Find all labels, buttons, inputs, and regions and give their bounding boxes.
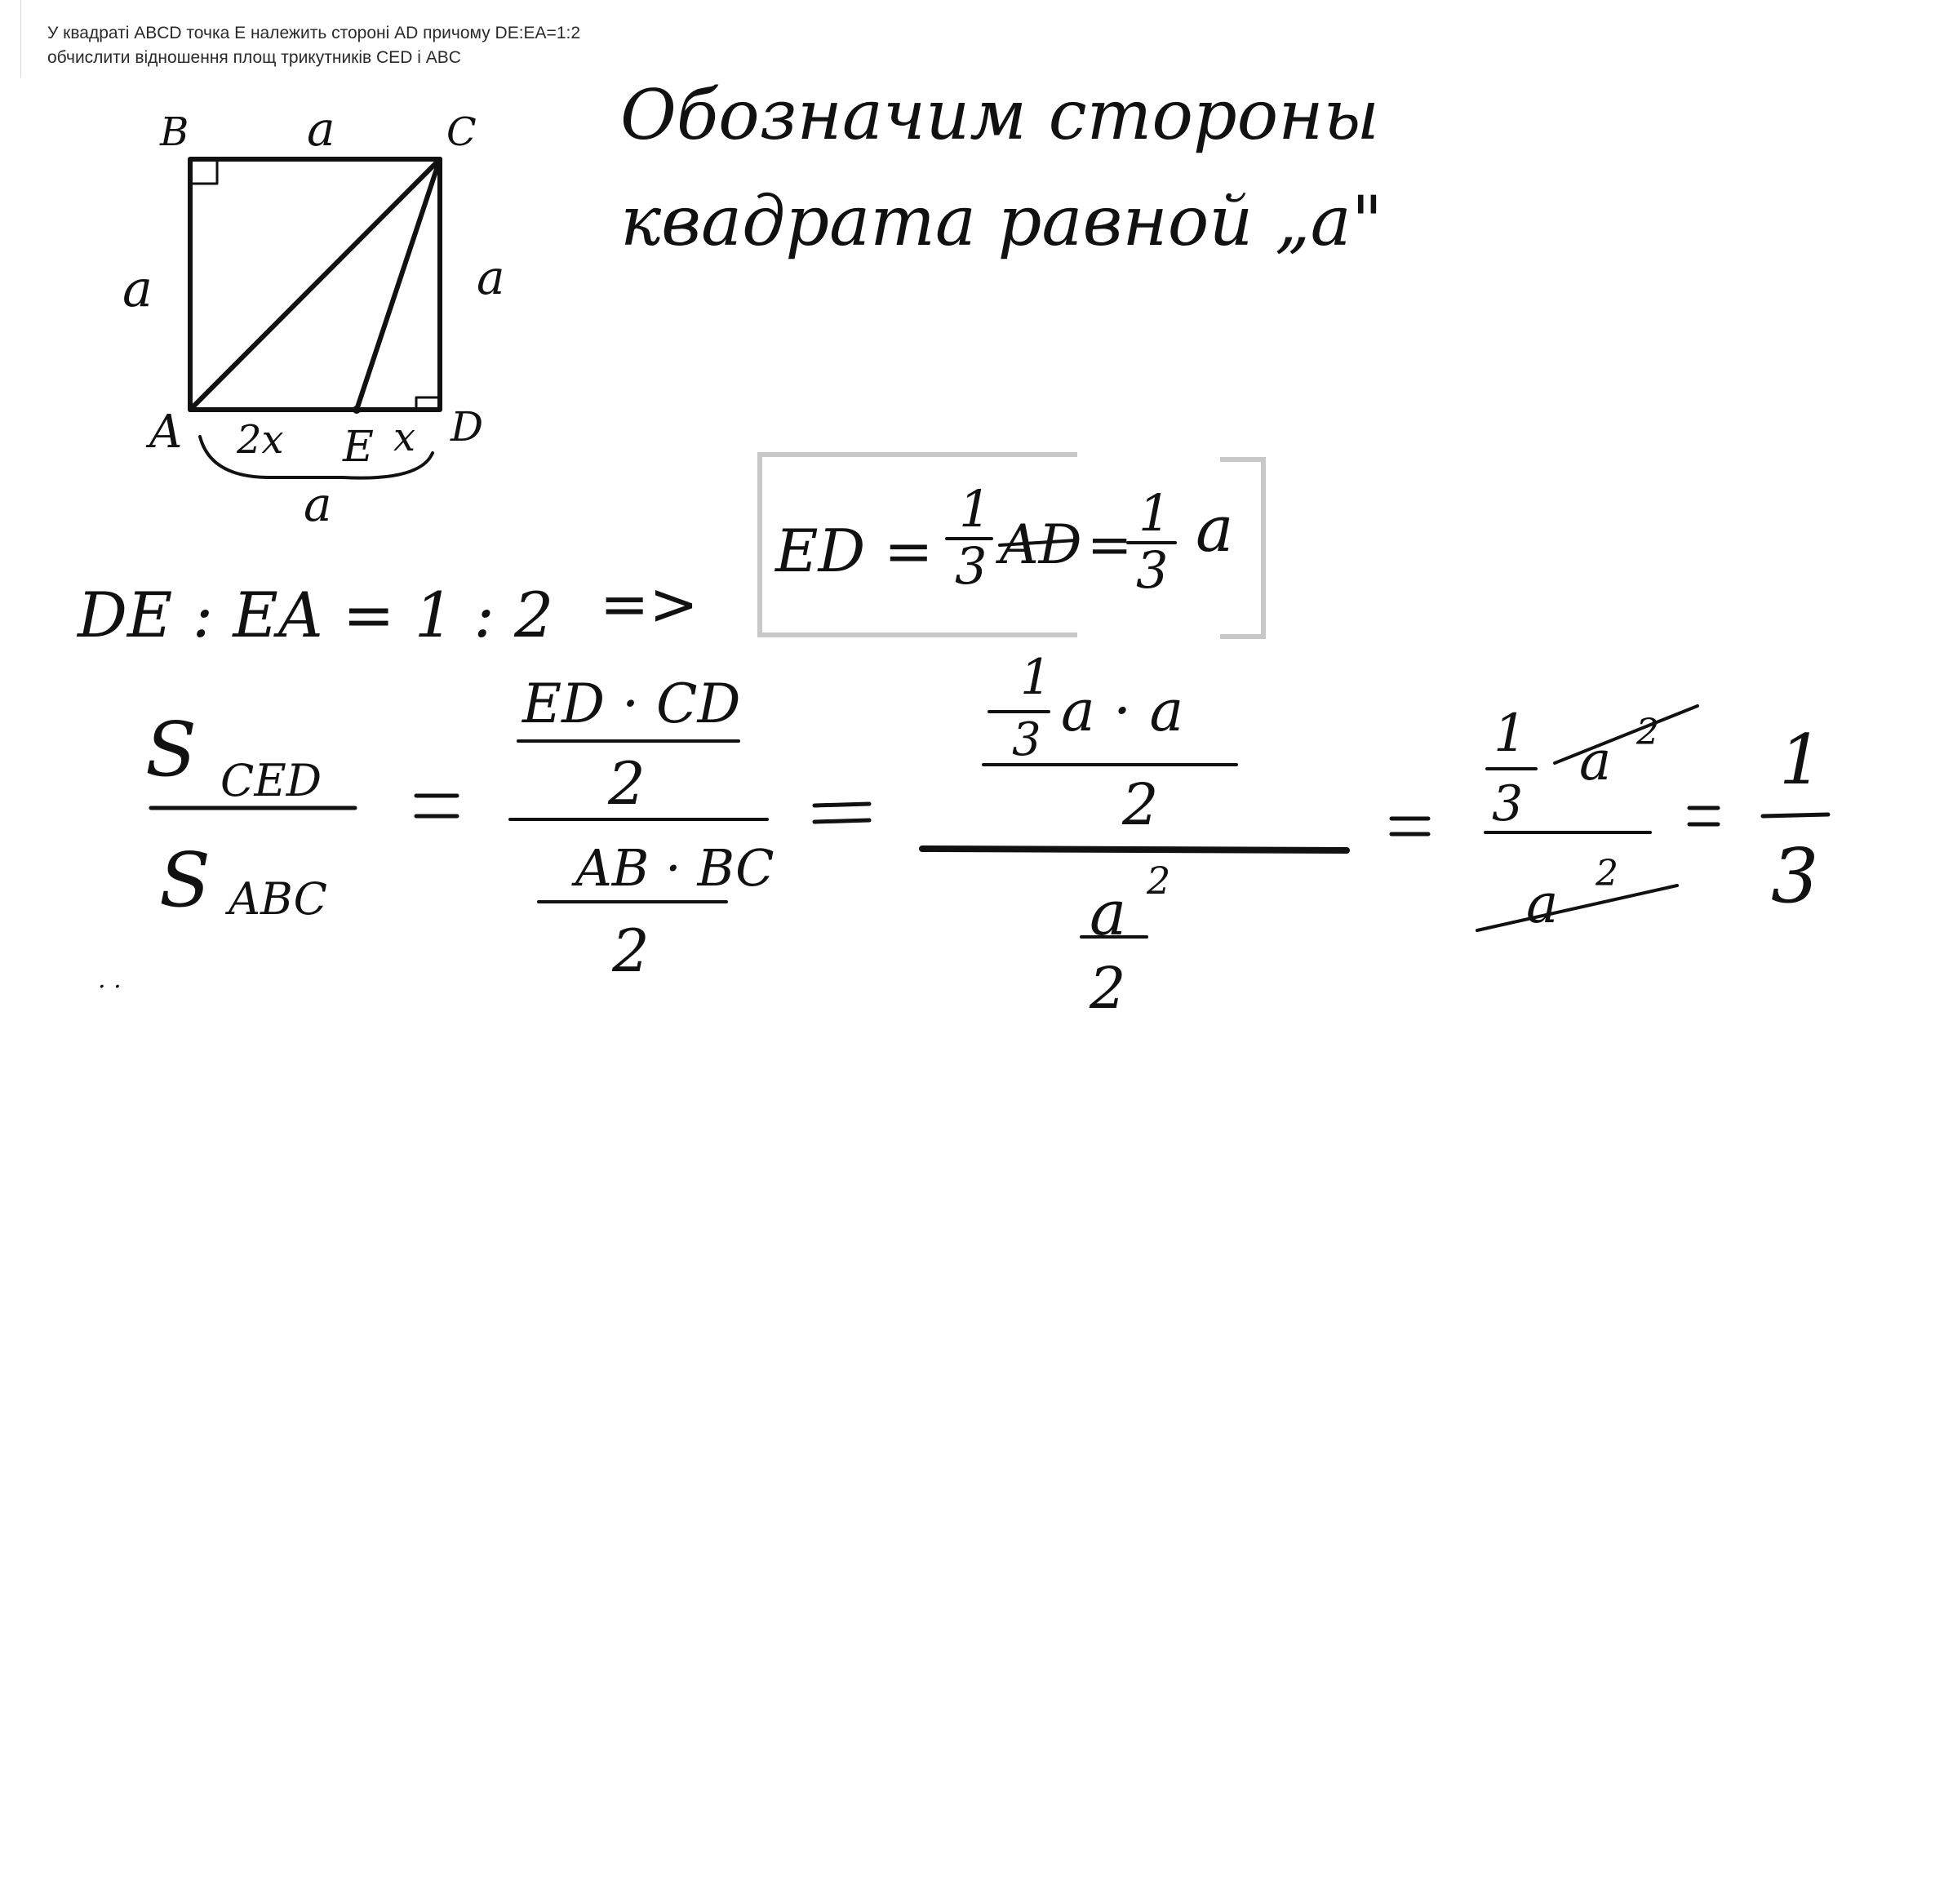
ratio-statement [76, 570, 699, 651]
result-bar [1763, 814, 1828, 816]
eq2-bottom [814, 820, 869, 822]
f4-num-exp: 2 [1636, 712, 1659, 753]
result-num: 1 [1779, 720, 1823, 800]
f3-top-den: 2 [1122, 771, 1159, 838]
stray-dots: . . [98, 965, 122, 994]
lhs-num-s: S [145, 706, 198, 793]
implies-arrow: => [600, 570, 699, 638]
label-side-top: a [307, 101, 335, 157]
handwritten-note [620, 75, 1383, 261]
f3-top-rest: a · a [1061, 677, 1184, 744]
boxed-result [760, 455, 1263, 637]
box-frac1-den: 3 [955, 536, 988, 596]
task-line-2: обчислити відношення площ трикутників CED і ABC [47, 48, 461, 67]
label-vertex-d: D [450, 403, 484, 450]
box-a: a [1196, 493, 1234, 566]
f4-den-strike [1477, 885, 1677, 930]
label-side-right: a [477, 250, 505, 305]
right-angle-mark-d [416, 397, 437, 408]
f2-top-num: ED · CD [522, 672, 741, 735]
f3-coef-num: 1 [1020, 649, 1052, 706]
f3-coef-den: 3 [1012, 713, 1041, 766]
f2-bot-num: AB · BC [575, 838, 774, 898]
label-side-bottom: a [304, 477, 332, 532]
diagonal-ac [190, 159, 440, 410]
result-den: 3 [1771, 832, 1819, 920]
note-line-1: Обозначим стороны [620, 75, 1379, 155]
area-ratio-formula [98, 649, 1828, 1022]
f4-coef-den: 3 [1492, 775, 1524, 832]
f4-den-var: a [1526, 872, 1559, 935]
f3-bot-exp: 2 [1147, 859, 1171, 903]
label-vertex-c: C [446, 109, 477, 155]
f4-coef-num: 1 [1494, 703, 1527, 764]
square-figure [122, 101, 505, 532]
label-vertex-a: A [149, 406, 183, 459]
box-ad: AD [1000, 513, 1082, 576]
segment-ce [357, 159, 440, 410]
box-lhs: ED = [775, 517, 934, 585]
f3-main-bar [922, 849, 1347, 850]
f3-bot-den: 2 [1090, 955, 1126, 1022]
label-segment-ae: 2x [237, 417, 284, 463]
point-e-marker [353, 406, 361, 414]
f3-bot-num: a [1090, 877, 1127, 949]
f4-den-exp: 2 [1596, 853, 1618, 894]
right-angle-mark-b [193, 162, 217, 184]
lhs-den-sub: ABC [229, 873, 327, 925]
box-frac2-num: 1 [1138, 483, 1171, 543]
label-vertex-e: E [343, 423, 374, 472]
box-frac1-num: 1 [959, 479, 992, 539]
label-side-left: a [122, 259, 153, 318]
f2-bot-den: 2 [612, 916, 650, 985]
box-eq: = [1087, 513, 1133, 576]
label-vertex-b: B [160, 109, 189, 155]
lhs-num-sub: CED [220, 755, 322, 806]
f4-num-strike [1555, 706, 1698, 763]
task-line-1: У квадраті ABCD точка E належить стороні AD причому DE:EA=1:2 [47, 24, 581, 42]
label-segment-ed: x [393, 415, 416, 460]
eq2-top [814, 804, 869, 806]
f2-top-den: 2 [608, 749, 646, 818]
lhs-den-s: S [159, 837, 211, 924]
ratio-text: DE : EA = 1 : 2 [78, 579, 554, 651]
box-frac2-den: 3 [1136, 540, 1169, 600]
f4-num-var: a [1579, 730, 1612, 792]
note-line-2: квадрата равной „a" [620, 181, 1383, 261]
